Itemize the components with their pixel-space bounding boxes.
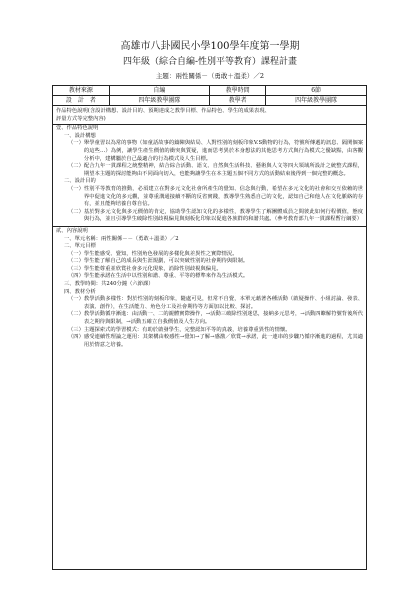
item-number: （一） bbox=[68, 296, 84, 303]
item-number: （四） bbox=[68, 334, 84, 341]
item-text: 性別平等教育的推動，必須建立在對多元文化社會所產生的覺知、信念與行動，希望在多元文化的社會和交互依賴的世界中促進文化的多元觀，並尊重溝通接續不斷的反省實踐，教導學生熟悉自己的文化，認知自己和他人在文化脈絡的存有，並且能夠培養自尊自信。 bbox=[83, 185, 363, 208]
list-item bbox=[56, 209, 363, 224]
document-title: 高雄市八卦國民小學100學年度第一學期 bbox=[120, 41, 300, 52]
analysis-heading: 四、教材分析 bbox=[64, 288, 96, 295]
intro-cell bbox=[53, 107, 366, 125]
item-number: （二） bbox=[68, 163, 84, 170]
item-text: 教學活動循序漸進：由活動一、二的親體實際操作，→活動三破除性別迷思，接納多元思考，→活動四瞭解符號背後所代表之期待與限制，→活動五確立自我價值及人生方向。 bbox=[83, 311, 363, 326]
goal-heading: 二、單元目標 bbox=[64, 243, 96, 250]
meta-value-teacher: 四年級教學團隊 bbox=[266, 96, 366, 106]
intro-line-2: 評量方式等完整內容) bbox=[56, 115, 106, 122]
meta-label-designer: 設 計 者 bbox=[53, 96, 109, 106]
item-number: （二） bbox=[68, 311, 84, 318]
document-subtitle: 四年級（綜合自編-性別平等教育）課程計畫 bbox=[122, 57, 298, 67]
item-number: （一） bbox=[68, 250, 84, 257]
item-text: 舉學童習以為常的事物（如童話故事的鑄陳與結局、人對性別的刻板印象V.S動物的行為，符號所傳遞的訊息、隔閡個案的這些…）為例，讓學生產生價值的衝突與質疑，進而思考異於本身想法的其他思考方式與行為模式之優缺點，由客觀分析中，建構屬於自己最適合的行為模式及人生目標。 bbox=[83, 140, 363, 162]
time-heading: 三、教學時間：共240分鐘（六節課） bbox=[64, 281, 154, 288]
intro-line-1: 作品特色說明(含設計構想、設計目的、預期達成之教學目標、作品特色、學生的成果表現、 bbox=[56, 108, 270, 114]
meta-label-source: 教材來源 bbox=[53, 86, 109, 96]
list-item bbox=[56, 258, 363, 266]
meta-label-teacher: 教學者 bbox=[209, 96, 265, 106]
item-text: 學生能承諾在生活中以性別和諧、尊重、平等的標準來作為生活模式。 bbox=[83, 273, 249, 280]
item-text: 感受連續性理論之運用：其架構由較感性→覺知→了解→感激／欣賞→承諾，此一連串的步驟乃循序漸進的過程，尤其適用於情意之培養。 bbox=[83, 334, 363, 348]
item-text: 主題探索式的學習模式：有助於啟發學生，完整認知平等的真義，培養尊重異性的情懷。 bbox=[83, 326, 291, 333]
list-item bbox=[56, 311, 363, 326]
item-text: 學生能了解自己的成長與生涯規劃，可以突破性別的社會期待與限制。 bbox=[83, 258, 249, 265]
item-number: （三） bbox=[68, 326, 84, 333]
item-number: （一） bbox=[68, 185, 84, 192]
item-text: 配合九年一貫課程之統整精神，結合綜合活動、語文、自然與生活科技、藝術與人文等四大領域所設計之統整式課程，期望本主題的探討能夠由不同面向切入，也能夠讓學生在本主題五個不同方式的活動結束後得到一個完整的概念。 bbox=[83, 163, 363, 177]
plan-body bbox=[53, 106, 366, 349]
meta-label-time: 教學時間 bbox=[209, 86, 265, 96]
document-theme: 主題：兩性關係－（勇敢＋溫柔）／2 bbox=[155, 72, 265, 80]
item-text: 教學活動多樣性：對於性別的刻板印象，隨處可見，但常不自覺，本單元藉著各種活動（啟疑操作、小組討論、發表、表演、創作），在生活能力、角色分工及社會期待等方面加以比較、探討。 bbox=[83, 296, 363, 310]
item-number: （二） bbox=[68, 208, 84, 215]
meta-row-source bbox=[53, 86, 366, 96]
meta-value-designer: 四年級教學團隊 bbox=[109, 96, 209, 106]
section2-heading: 貳、內容說明 bbox=[56, 227, 88, 234]
item-text: 學生能感受、覺知，性別角色發展的多樣化與差異性之實際情況。 bbox=[83, 250, 238, 257]
plan-table bbox=[52, 85, 367, 570]
meta-value-source: 自編 bbox=[109, 86, 209, 96]
list-item bbox=[56, 334, 363, 349]
list-item bbox=[56, 186, 363, 209]
list-item bbox=[56, 140, 363, 163]
meta-row-designer bbox=[53, 96, 366, 106]
section1-sub2: 二、設計目的 bbox=[64, 178, 96, 185]
item-number: （一） bbox=[68, 140, 84, 147]
list-item bbox=[56, 296, 363, 311]
meta-table bbox=[53, 86, 366, 106]
item-number: （二） bbox=[68, 258, 84, 265]
section1-sub1: 一、設計構想 bbox=[64, 132, 96, 139]
section1-heading: 壹、作品特色說明 bbox=[56, 125, 99, 132]
item-text: 學生能尊重並欣賞社會多元化現象，消除性別歧視與偏見。 bbox=[83, 265, 222, 272]
item-text: 基於對多元文化與多元價值的肯定，協助學生認知文化的多樣性，教導學生了解團體成員之間彼此如何行程價值，態度與行為，並且引導學生破除性別歧視偏見與刻板化印象以促進各族群的和諧共處。（參考教育部九年一貫課程暫行綱要） bbox=[83, 208, 363, 223]
item-number: （三） bbox=[68, 265, 84, 272]
meta-value-time: 6節 bbox=[266, 86, 366, 96]
content-section bbox=[53, 226, 366, 350]
item-number: （四） bbox=[68, 273, 84, 280]
list-item bbox=[56, 163, 363, 178]
list-item bbox=[56, 273, 363, 281]
unit-name: 一、單元名稱：兩性關係－－（勇敢＋溫柔）／2 bbox=[64, 235, 179, 242]
